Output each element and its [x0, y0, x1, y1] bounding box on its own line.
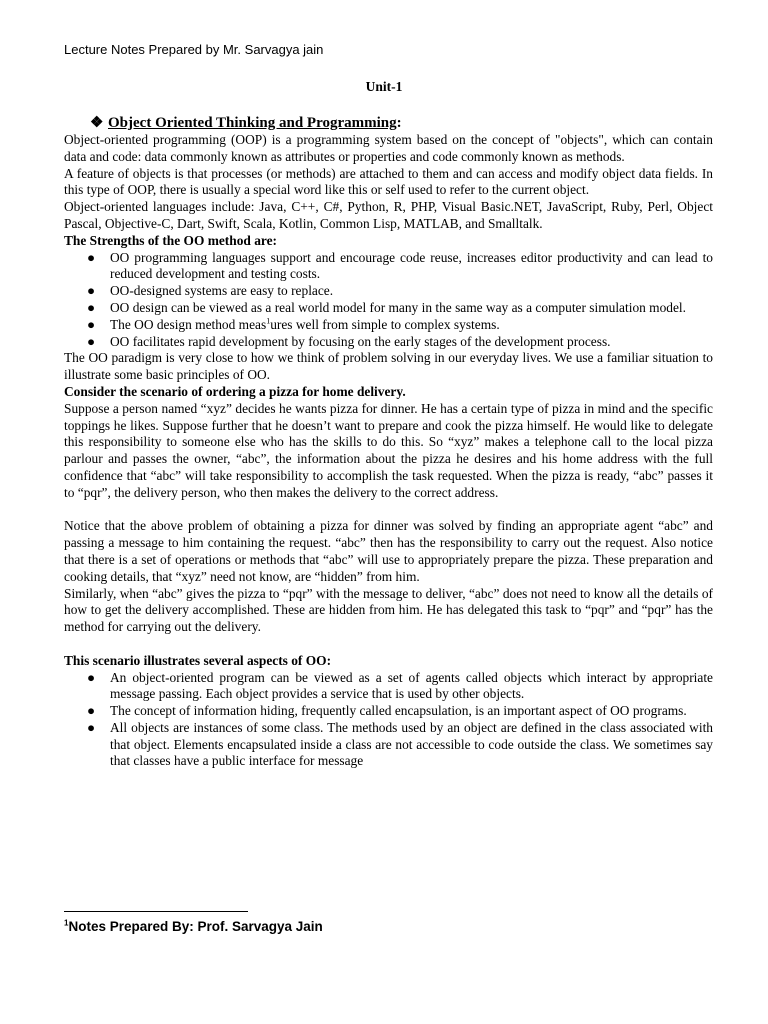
list-item: ● OO facilitates rapid development by focusing on the early stages of the development process.	[87, 333, 611, 349]
paragraph-oop-definition: Object-oriented programming (OOP) is a programming system based on the concept of "objects", which can contain data and code: data commonly known as attributes or properties and code commonly known as methods.	[64, 132, 713, 164]
bullet-icon: ●	[87, 316, 96, 332]
footnote-reference[interactable]: 1	[266, 316, 271, 326]
bullet-icon: ●	[87, 703, 96, 719]
list-item: ● The concept of information hiding, frequently called encapsulation, is an important aspect of OO programs.	[87, 703, 687, 719]
document-body	[64, 115, 713, 770]
footnote	[64, 919, 323, 935]
paragraph-oo-paradigm: The OO paradigm is very close to how we think of problem solving in our everyday lives. We use a familiar situation to illustrate some basic principles of OO.	[64, 350, 713, 383]
bullet-icon: ●	[87, 283, 96, 299]
aspects-title: This scenario illustrates several aspects of OO:	[64, 652, 332, 668]
section-heading-text: Object Oriented Thinking and Programming	[108, 115, 397, 131]
unit-title: Unit-1	[365, 79, 403, 94]
list-item: ● OO design can be viewed as a real world model for many in the same way as a computer simulation model.	[87, 299, 686, 315]
paragraph-oo-languages: Object-oriented languages include: Java, C++, C#, Python, R, PHP, Visual Basic.NET, JavaScript, Ruby, Perl, Object Pascal, Objective-C, Dart, Swift, Scala, Kotlin, Common Lisp, MATLAB, and Smalltalk.	[64, 199, 713, 231]
footnote-divider	[64, 911, 248, 912]
strengths-list	[64, 250, 713, 351]
section-heading-colon: :	[396, 115, 402, 131]
page-header: Lecture Notes Prepared by Mr. Sarvagya jain	[64, 42, 324, 57]
list-item: ● OO-designed systems are easy to replace.	[87, 283, 334, 299]
list-item: ● All objects are instances of some class. The methods used by an object are defined in the class associated with that object. Elements encapsulated inside a class are not accessible to code outside the class. We sometimes say that classes have a public interface for message	[87, 719, 713, 769]
footnote-text: Notes Prepared By: Prof. Sarvagya Jain	[68, 919, 323, 934]
list-item: ● The OO design method meas$^1$ures well from simple to complex systems.	[87, 316, 500, 332]
list-item: ● An object-oriented program can be viewed as a set of agents called objects which interact by appropriate message passing. Each object provides a service that is used by other objects.	[87, 669, 713, 702]
bullet-icon: ●	[87, 669, 96, 685]
section-heading	[90, 115, 713, 132]
diamond-bullet-icon: ❖	[90, 115, 104, 131]
bullet-icon: ●	[87, 719, 96, 735]
paragraph-similarly: Similarly, when “abc” gives the pizza to “pqr” with the message to deliver, “abc” does not need to know all the details of how to get the delivery accomplished. These are hidden from him. He has delegated this task to “pqr” and “pqr” has the method for carrying out the delivery.	[64, 585, 713, 635]
aspects-list	[64, 670, 713, 771]
bullet-icon: ●	[87, 249, 96, 265]
list-item: ● OO programming languages support and encourage code reuse, increases editor productivity and can lead to reduced development and testing costs.	[87, 249, 713, 282]
paragraph-pizza-scenario: Suppose a person named “xyz” decides he wants pizza for dinner. He has a certain type of pizza in mind and the specific toppings he likes. Suppose further that he doesn’t want to prepare and cook the pizza himself. He would like to delegate this responsibility to someone else who has the skills to do this. So “xyz” makes a telephone call to the local pizza parlour and passes the owner, “abc”, the information about the pizza he desires and his home address with the full confidence that “abc” will take responsibility to accomplish the task requested. When the pizza is ready, “abc” passes it to “pqr”, the delivery person, who then makes the delivery to the correct address.	[64, 400, 713, 500]
footnote-mark: 1	[64, 918, 69, 928]
paragraph-notice: Notice that the above problem of obtaining a pizza for dinner was solved by finding an appropriate agent “abc” and passing a message to him containing the request. “abc” then has the responsibility to carry out the request. Also notice that there is a set of operations or methods that “abc” will use to appropriately prepare the pizza. These preparation and cooking details, that “xyz” need not know, are “hidden” from him.	[64, 518, 713, 584]
bullet-icon: ●	[87, 333, 96, 349]
bullet-icon: ●	[87, 299, 96, 315]
strengths-title: The Strengths of the OO method are:	[64, 232, 278, 248]
paragraph-object-feature: A feature of objects is that processes (or methods) are attached to them and can access and modify object data fields. In this type of OOP, there is usually a special word like this or self used to refer to the current object.	[64, 165, 713, 198]
scenario-title: Consider the scenario of ordering a pizza for home delivery.	[64, 383, 406, 399]
